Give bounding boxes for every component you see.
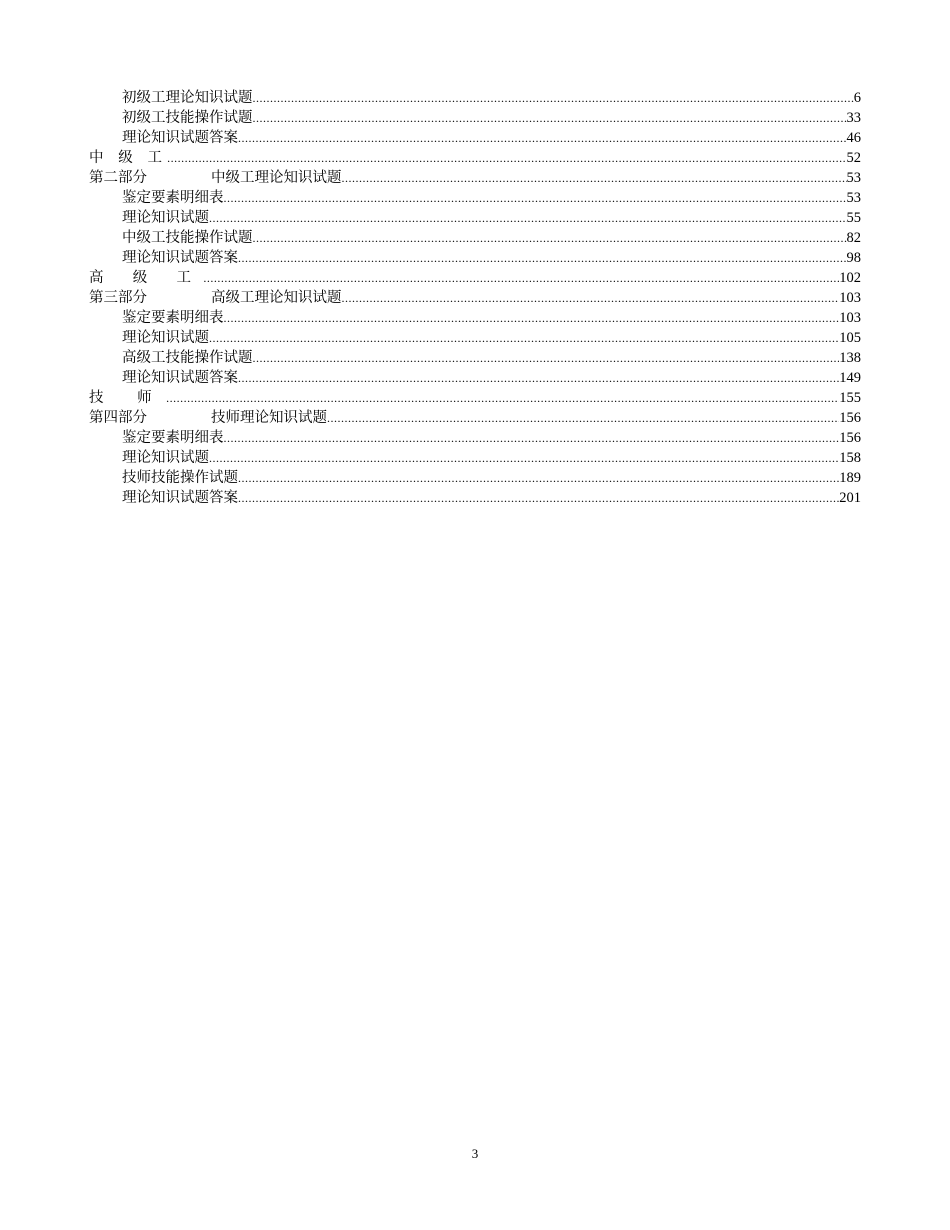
toc-entry-page: 155 [839, 390, 861, 406]
dot-leader [209, 208, 847, 228]
toc-entry-page: 53 [846, 170, 861, 186]
dot-leader [238, 468, 839, 488]
toc-entry-title: 理论知识试题答案 [122, 490, 238, 506]
toc-entry[interactable] [89, 108, 861, 128]
toc-entry-page: 156 [839, 430, 861, 446]
dot-leader [342, 288, 840, 308]
toc-entry-page: 53 [846, 190, 861, 206]
toc-entry-page: 55 [846, 210, 861, 226]
toc-entry[interactable] [89, 248, 861, 268]
toc-entry-title: 理论知识试题 [122, 330, 209, 346]
toc-entry-page: 105 [839, 330, 861, 346]
dot-leader [167, 148, 846, 168]
toc-entry-page: 149 [839, 370, 861, 386]
toc-entry-title: 技师技能操作试题 [122, 470, 238, 486]
toc-entry[interactable] [89, 468, 861, 488]
dot-leader [253, 348, 840, 368]
toc-entry-title: 鉴定要素明细表 [122, 190, 224, 206]
page-number: 3 [471, 1146, 479, 1161]
toc-entry[interactable] [89, 128, 861, 148]
toc-entry[interactable] [89, 348, 861, 368]
toc-entry[interactable] [89, 428, 861, 448]
toc-entry-title: 高 级 工 [89, 270, 204, 286]
toc-entry-title: 理论知识试题答案 [122, 130, 238, 146]
toc-part-label: 第三部分 [89, 290, 147, 306]
dot-leader [166, 388, 839, 408]
dot-leader [342, 168, 847, 188]
toc-entry-page: 189 [839, 470, 861, 486]
dot-leader [238, 488, 839, 508]
toc-entry-title: 初级工理论知识试题 [122, 90, 253, 106]
toc-entry-title: 理论知识试题答案 [122, 370, 238, 386]
toc-entry-page: 46 [846, 130, 861, 146]
toc-entry[interactable] [89, 488, 861, 508]
toc-entry-title: 鉴定要素明细表 [122, 430, 224, 446]
toc-entry-title: 理论知识试题答案 [122, 250, 238, 266]
toc-entry-page: 82 [846, 230, 861, 246]
toc-entry[interactable] [89, 328, 861, 348]
toc-entry-page: 103 [839, 310, 861, 326]
toc-entry-title: 鉴定要素明细表 [122, 310, 224, 326]
dot-leader [253, 88, 854, 108]
toc-entry-title: 中级工理论知识试题 [211, 170, 342, 186]
table-of-contents [89, 88, 861, 508]
toc-entry-title: 理论知识试题 [122, 210, 209, 226]
dot-leader [238, 128, 847, 148]
toc-entry-page: 103 [839, 290, 861, 306]
dot-leader [209, 448, 839, 468]
toc-entry[interactable] [89, 208, 861, 228]
toc-entry-title: 技 师 [89, 390, 167, 406]
toc-entry[interactable] [89, 368, 861, 388]
toc-entry-title: 理论知识试题 [122, 450, 209, 466]
dot-leader [209, 328, 839, 348]
toc-part-heading[interactable] [89, 288, 861, 308]
toc-entry-page: 201 [839, 490, 861, 506]
toc-entry-page: 52 [846, 150, 861, 166]
toc-entry-page: 98 [846, 250, 861, 266]
dot-leader [238, 368, 839, 388]
toc-section-heading[interactable] [89, 268, 861, 288]
toc-entry-title: 技师理论知识试题 [211, 410, 327, 426]
toc-entry-title: 高级工技能操作试题 [122, 350, 253, 366]
dot-leader [203, 268, 839, 288]
dot-leader [224, 308, 840, 328]
toc-entry-page: 6 [853, 90, 861, 106]
toc-entry-page: 102 [839, 270, 861, 286]
toc-section-heading[interactable] [89, 148, 861, 168]
toc-entry[interactable] [89, 88, 861, 108]
toc-entry-page: 158 [839, 450, 861, 466]
dot-leader [224, 428, 840, 448]
toc-section-heading[interactable] [89, 388, 861, 408]
dot-leader [238, 248, 847, 268]
toc-entry-title: 中 级 工 [89, 150, 168, 166]
dot-leader [253, 108, 847, 128]
toc-part-label: 第四部分 [89, 410, 147, 426]
toc-entry-title: 初级工技能操作试题 [122, 110, 253, 126]
toc-entry[interactable] [89, 228, 861, 248]
toc-entry-page: 33 [846, 110, 861, 126]
toc-entry[interactable] [89, 448, 861, 468]
toc-entry-title: 中级工技能操作试题 [122, 230, 253, 246]
dot-leader [253, 228, 847, 248]
toc-entry[interactable] [89, 308, 861, 328]
toc-entry-title: 高级工理论知识试题 [211, 290, 342, 306]
toc-part-heading[interactable] [89, 168, 861, 188]
toc-part-heading[interactable] [89, 408, 861, 428]
toc-entry-page: 156 [839, 410, 861, 426]
dot-leader [224, 188, 847, 208]
toc-part-label: 第二部分 [89, 170, 147, 186]
toc-entry[interactable] [89, 188, 861, 208]
dot-leader [327, 408, 839, 428]
toc-entry-page: 138 [839, 350, 861, 366]
